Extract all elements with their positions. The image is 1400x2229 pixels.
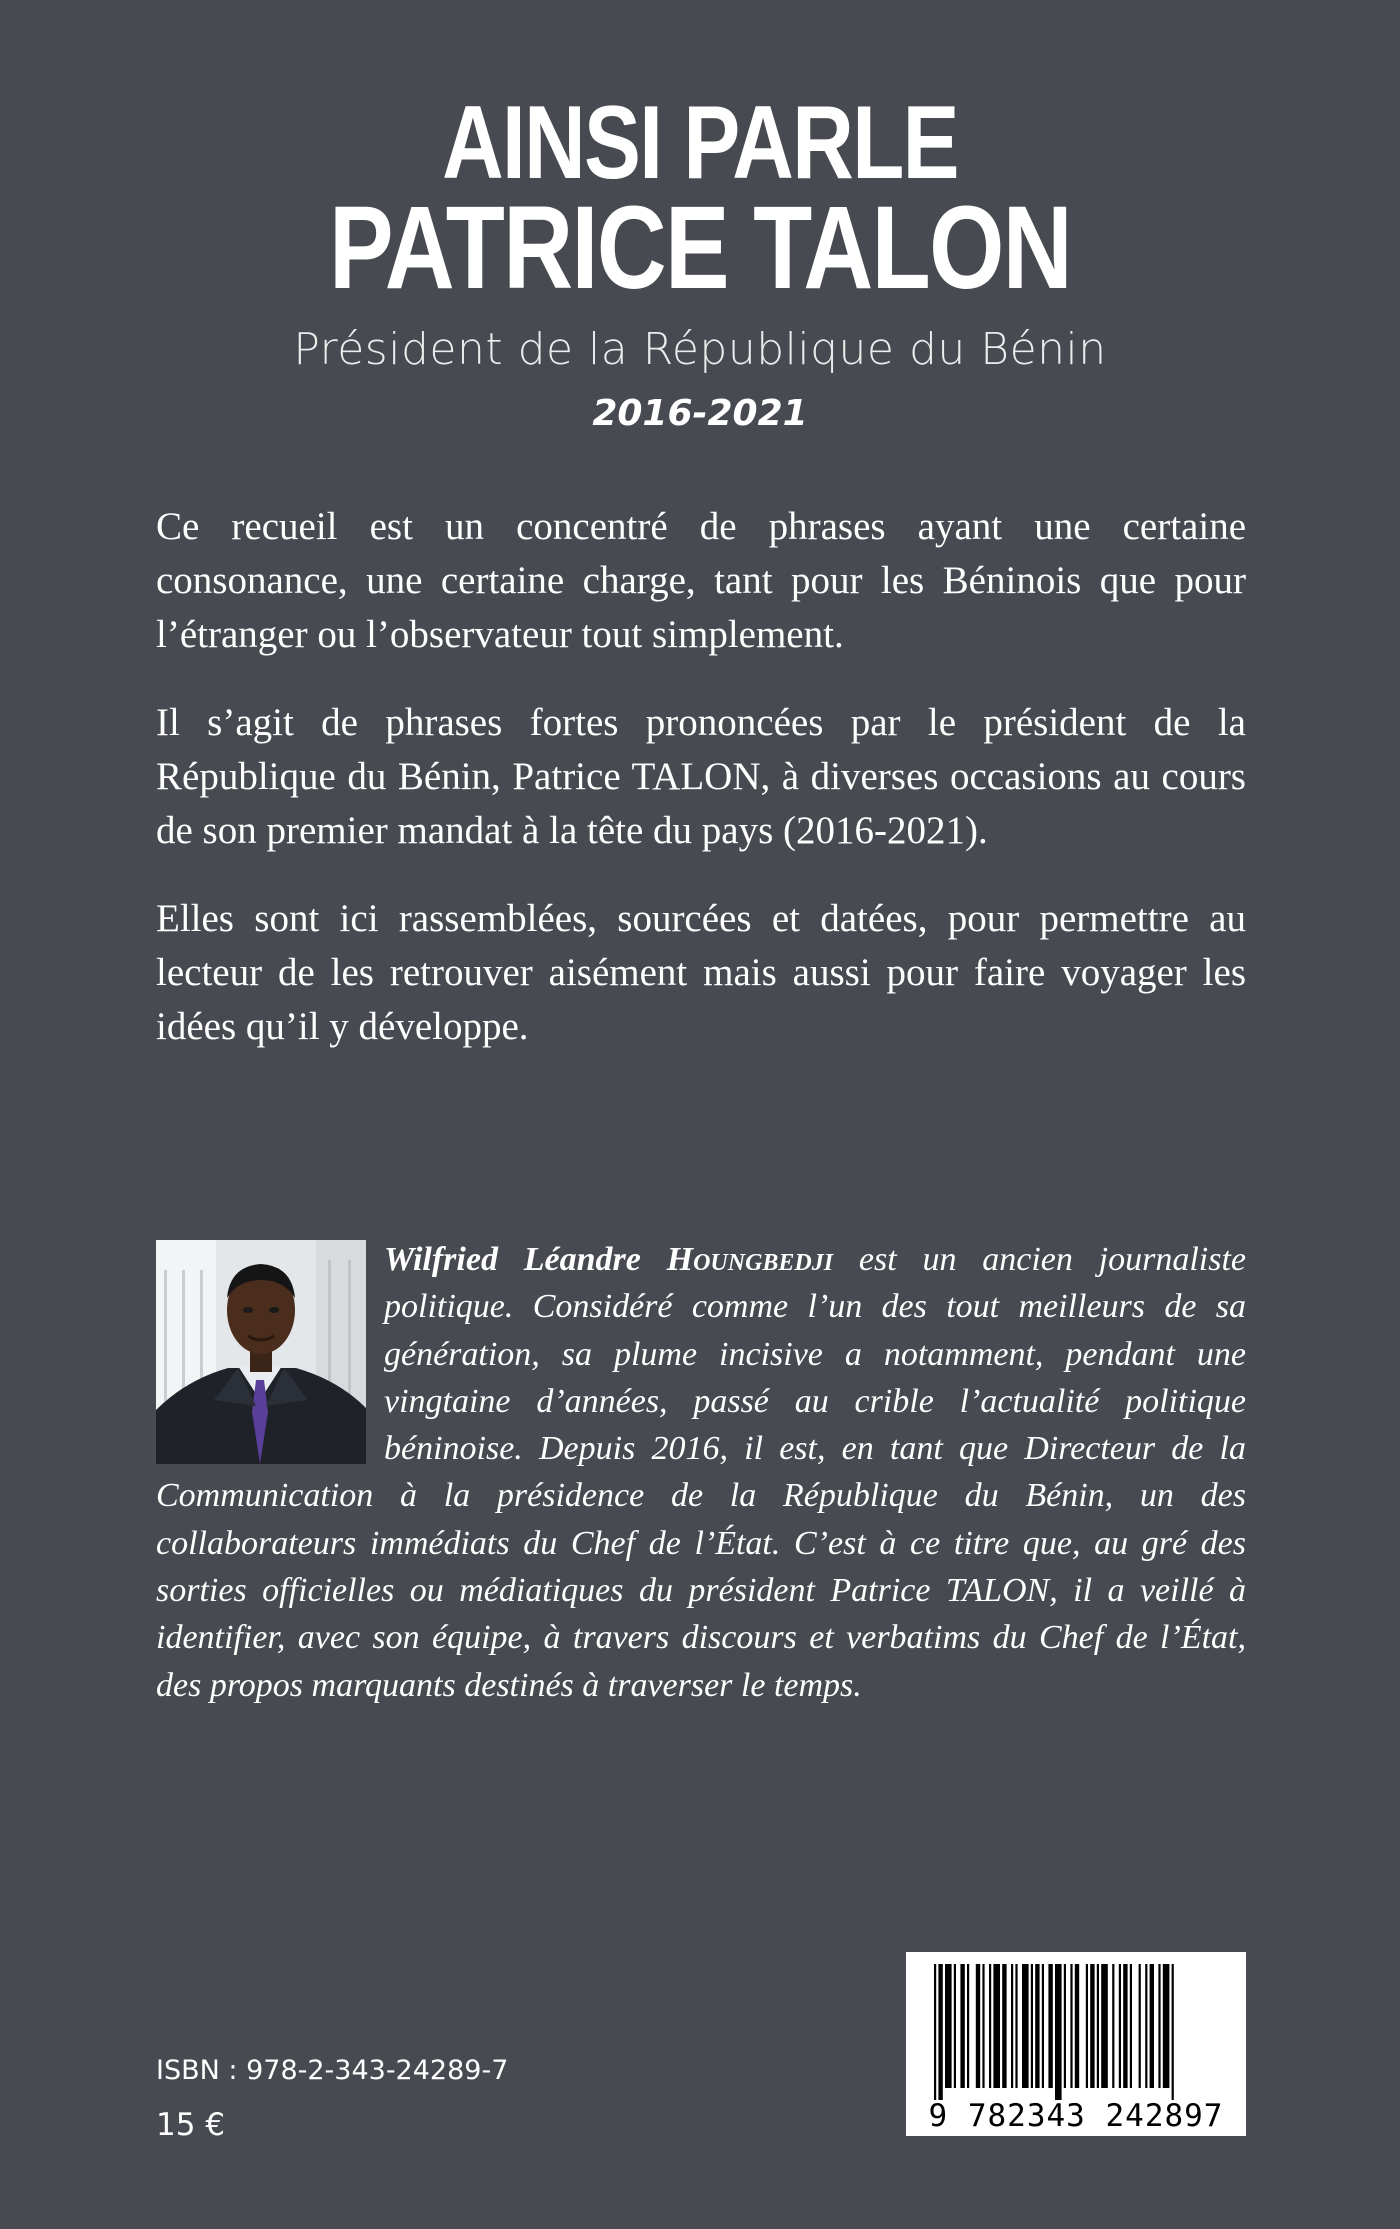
barcode-bar: [1015, 1964, 1017, 2088]
blurb-paragraph-3: Elles sont ici rassemblées, sourcées et datées, pour permettre au lecteur de les retrouver aisément mais aussi pour faire voyager les idées qu’il y développe.: [156, 897, 1246, 1048]
barcode-bar: [1097, 1964, 1099, 2088]
price-label: 15 €: [156, 2107, 226, 2143]
barcode-bar: [934, 1964, 936, 2100]
title-line-1: AINSI PARLE: [442, 85, 958, 201]
barcode-bar: [967, 1964, 969, 2088]
barcode-bar: [1090, 1964, 1094, 2088]
author-surname: Houngbedji: [666, 1241, 834, 1278]
years-label: 2016-2021: [592, 393, 808, 434]
barcode-bar: [1119, 1964, 1121, 2088]
barcode-bar: [989, 1964, 991, 2088]
blurb-paragraph-1: Ce recueil est un concentré de phrases ayant une certaine consonance, une certaine charge, tant pour les Béninois que pour l’étranger ou l’observateur tout simplement.: [156, 505, 1246, 656]
barcode-bar: [1163, 1964, 1170, 2088]
barcode-bar: [1011, 1964, 1013, 2088]
barcode-bar: [1075, 1964, 1079, 2088]
barcode-bar: [982, 1964, 984, 2088]
barcode-bar: [954, 1964, 956, 2088]
barcode-bar: [938, 1964, 942, 2100]
author-first-names: Wilfried Léandre: [384, 1241, 641, 1278]
barcode-bar: [1158, 1964, 1160, 2088]
barcode-bars: [906, 1952, 1246, 2100]
barcode-bar: [1055, 1964, 1062, 2100]
barcode-bar: [1042, 1964, 1044, 2088]
barcode-digits: 9 782343 242897: [928, 2098, 1224, 2134]
author-name: [384, 1241, 833, 1278]
barcode-bar: [1101, 1964, 1108, 2088]
barcode-bar: [1123, 1964, 1127, 2088]
author-bio-text: est un ancien journaliste politique. Considéré comme l’un des tout meilleurs de sa génération, sa plume incisive a notamment, pendant une vingtaine d’années, passé au crible l’actualité politique béninoise. Depuis 2016, il est, en tant que Directeur de la Communication à la présidence de la République du Bénin, un des collaborateurs immédiats du Chef de l’État. C’est à ce titre que, au gré des sorties officielles ou médiatiques du président Patrice TALON, il a veillé à identifier, avec son équipe, à travers discours et verbatims du Chef de l’État, des propos marquants destinés à traverser le temps.: [156, 1241, 1247, 1704]
barcode-bar: [945, 1964, 952, 2088]
barcode-bar: [960, 1964, 964, 2088]
blurb-paragraph-2: Il s’agit de phrases fortes prononcées par le président de la République du Bénin, Patrice TALON, à diverses occasions au cours de son premier mandat à la tête du pays (2016-2021).: [156, 701, 1246, 852]
barcode-bar: [1064, 1964, 1066, 2088]
barcode-bar: [1086, 1964, 1088, 2088]
barcode-bar: [1070, 1964, 1072, 2088]
isbn-barcode: [906, 1952, 1246, 2136]
barcode-bar: [1172, 1964, 1174, 2100]
barcode-bar: [1130, 1964, 1132, 2088]
barcode-bar: [976, 1964, 980, 2088]
barcode-bar: [993, 1964, 1000, 2088]
barcode-bar: [1035, 1964, 1039, 2088]
isbn-label: ISBN : 978-2-343-24289-7: [156, 2055, 509, 2086]
barcode-bar: [1048, 1964, 1052, 2088]
photo-spacer: [156, 1236, 384, 1472]
subtitle: Président de la République du Bénin: [293, 324, 1107, 375]
barcode-bar: [1145, 1964, 1147, 2088]
barcode-bar: [1002, 1964, 1006, 2088]
barcode-bar: [1031, 1964, 1033, 2088]
barcode-bar: [1150, 1964, 1154, 2088]
barcode-bar: [1112, 1964, 1114, 2088]
title-line-2: PATRICE TALON: [329, 182, 1071, 314]
barcode-bar: [1139, 1964, 1141, 2088]
barcode-bar: [1022, 1964, 1029, 2088]
author-bio: [156, 1236, 1246, 1709]
